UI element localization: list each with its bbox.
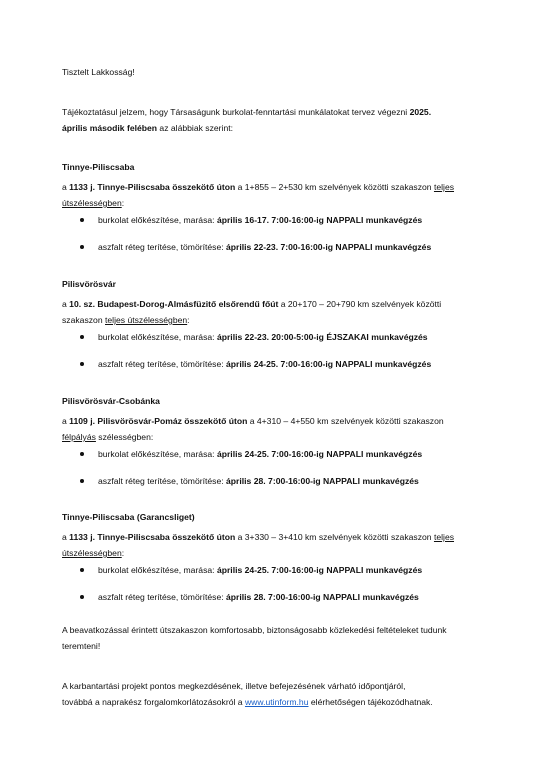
section-title: Tinnye-Piliscsaba (Garancsliget) [62, 512, 195, 522]
width-text: útszélességben [62, 548, 122, 558]
closing-line: A beavatkozással érintett útszakaszon komfortosabb, biztonságosabb közlekedési feltételeket tudunk [62, 625, 447, 635]
work-type: burkolat előkészítése, marása: [98, 449, 217, 459]
road-name: 1133 j. Tinnye-Piliscsaba összekötő úton [69, 182, 236, 192]
work-schedule: április 22-23. 20:00-5:00-ig ÉJSZAKAI munkavégzés [216, 332, 428, 342]
width-text: teljes útszélességben [105, 315, 188, 325]
width-text: teljes [433, 182, 455, 192]
list-item [62, 589, 502, 605]
intro-year: 2025. [409, 107, 432, 117]
work-list [62, 329, 502, 372]
section-range: a 4+310 – 4+550 km szelvények közötti szakaszon [247, 416, 444, 426]
greeting: Tisztelt Lakkosság! [62, 67, 135, 77]
section-range: a 20+170 – 20+790 km szelvények közötti [278, 299, 442, 309]
work-schedule: április 22-23. 7:00-16:00-ig NAPPALI munkavégzés [226, 242, 432, 252]
suffix: : [121, 548, 125, 558]
section-line [62, 312, 494, 328]
work-type: aszfalt réteg terítése, tömörítése: [98, 359, 227, 369]
section-line [62, 195, 494, 211]
suffix: szélességben: [95, 432, 154, 442]
width-text: félpályás [62, 432, 96, 442]
work-schedule: április 24-25. 7:00-16:00-ig NAPPALI munkavégzés [216, 565, 423, 575]
intro-line-2 [62, 120, 494, 136]
work-type: burkolat előkészítése, marása: [98, 565, 217, 575]
section-range: szakaszon [62, 315, 105, 325]
info-line [62, 694, 494, 710]
section-line [62, 545, 494, 561]
work-type: aszfalt réteg terítése, tömörítése: [98, 592, 227, 602]
work-list [62, 446, 502, 489]
road-name: 1133 j. Tinnye-Piliscsaba összekötő úton [69, 532, 236, 542]
prefix: a [62, 532, 70, 542]
section-line [62, 429, 494, 445]
section-range: a 1+855 – 2+530 km szelvények közötti szakaszon [235, 182, 434, 192]
list-item [62, 356, 502, 372]
work-type: aszfalt réteg terítése, tömörítése: [98, 476, 227, 486]
prefix: a [62, 416, 70, 426]
section-title: Pilisvörösvár-Csobánka [62, 396, 160, 406]
utinform-link[interactable]: www.utinform.hu [244, 697, 309, 707]
work-list [62, 212, 502, 255]
prefix: a [62, 299, 70, 309]
list-item [62, 562, 502, 578]
prefix: a [62, 182, 70, 192]
section-line [62, 413, 494, 429]
work-schedule: április 28. 7:00-16:00-ig NAPPALI munkavégzés [226, 592, 419, 602]
work-type: aszfalt réteg terítése, tömörítése: [98, 242, 227, 252]
info-text: továbbá a naprakész forgalomkorlátozásokról a [62, 697, 245, 707]
closing-line: teremteni! [62, 641, 101, 651]
section-line [62, 529, 494, 545]
intro-period: április második felében [62, 123, 158, 133]
intro-line-1 [62, 104, 494, 120]
road-name: 10. sz. Budapest-Dorog-Almásfüzitő elsőrendű főút [69, 299, 279, 309]
section-line [62, 179, 494, 195]
info-text-end: elérhetőségen tájékozódhatnak. [308, 697, 433, 707]
work-type: burkolat előkészítése, marása: [98, 332, 217, 342]
work-schedule: április 28. 7:00-16:00-ig NAPPALI munkavégzés [226, 476, 419, 486]
section-title: Pilisvörösvár [62, 279, 116, 289]
suffix: : [121, 198, 125, 208]
intro-text: Tájékoztatásul jelzem, hogy Társaságunk burkolat-fenntartási munkálatokat tervez végezni [62, 107, 410, 117]
width-text: útszélességben [62, 198, 122, 208]
work-type: burkolat előkészítése, marása: [98, 215, 217, 225]
road-name: 1109 j. Pilisvörösvár-Pomáz összekötő úton [69, 416, 248, 426]
info-line: A karbantartási projekt pontos megkezdésének, illetve befejezésének várható időpontjáról, [62, 681, 406, 691]
list-item [62, 329, 502, 345]
work-schedule: április 24-25. 7:00-16:00-ig NAPPALI munkavégzés [216, 449, 423, 459]
section-line [62, 296, 494, 312]
work-schedule: április 16-17. 7:00-16:00-ig NAPPALI munkavégzés [216, 215, 423, 225]
section-range: a 3+330 – 3+410 km szelvények közötti szakaszon [235, 532, 434, 542]
section-title: Tinnye-Piliscsaba [62, 162, 135, 172]
list-item [62, 212, 502, 228]
suffix: : [187, 315, 190, 325]
list-item [62, 239, 502, 255]
width-text: teljes [433, 532, 455, 542]
intro-text-end: az alábbiak szerint: [157, 123, 233, 133]
list-item [62, 446, 502, 462]
list-item [62, 473, 502, 489]
work-schedule: április 24-25. 7:00-16:00-ig NAPPALI munkavégzés [226, 359, 432, 369]
work-list [62, 562, 502, 605]
